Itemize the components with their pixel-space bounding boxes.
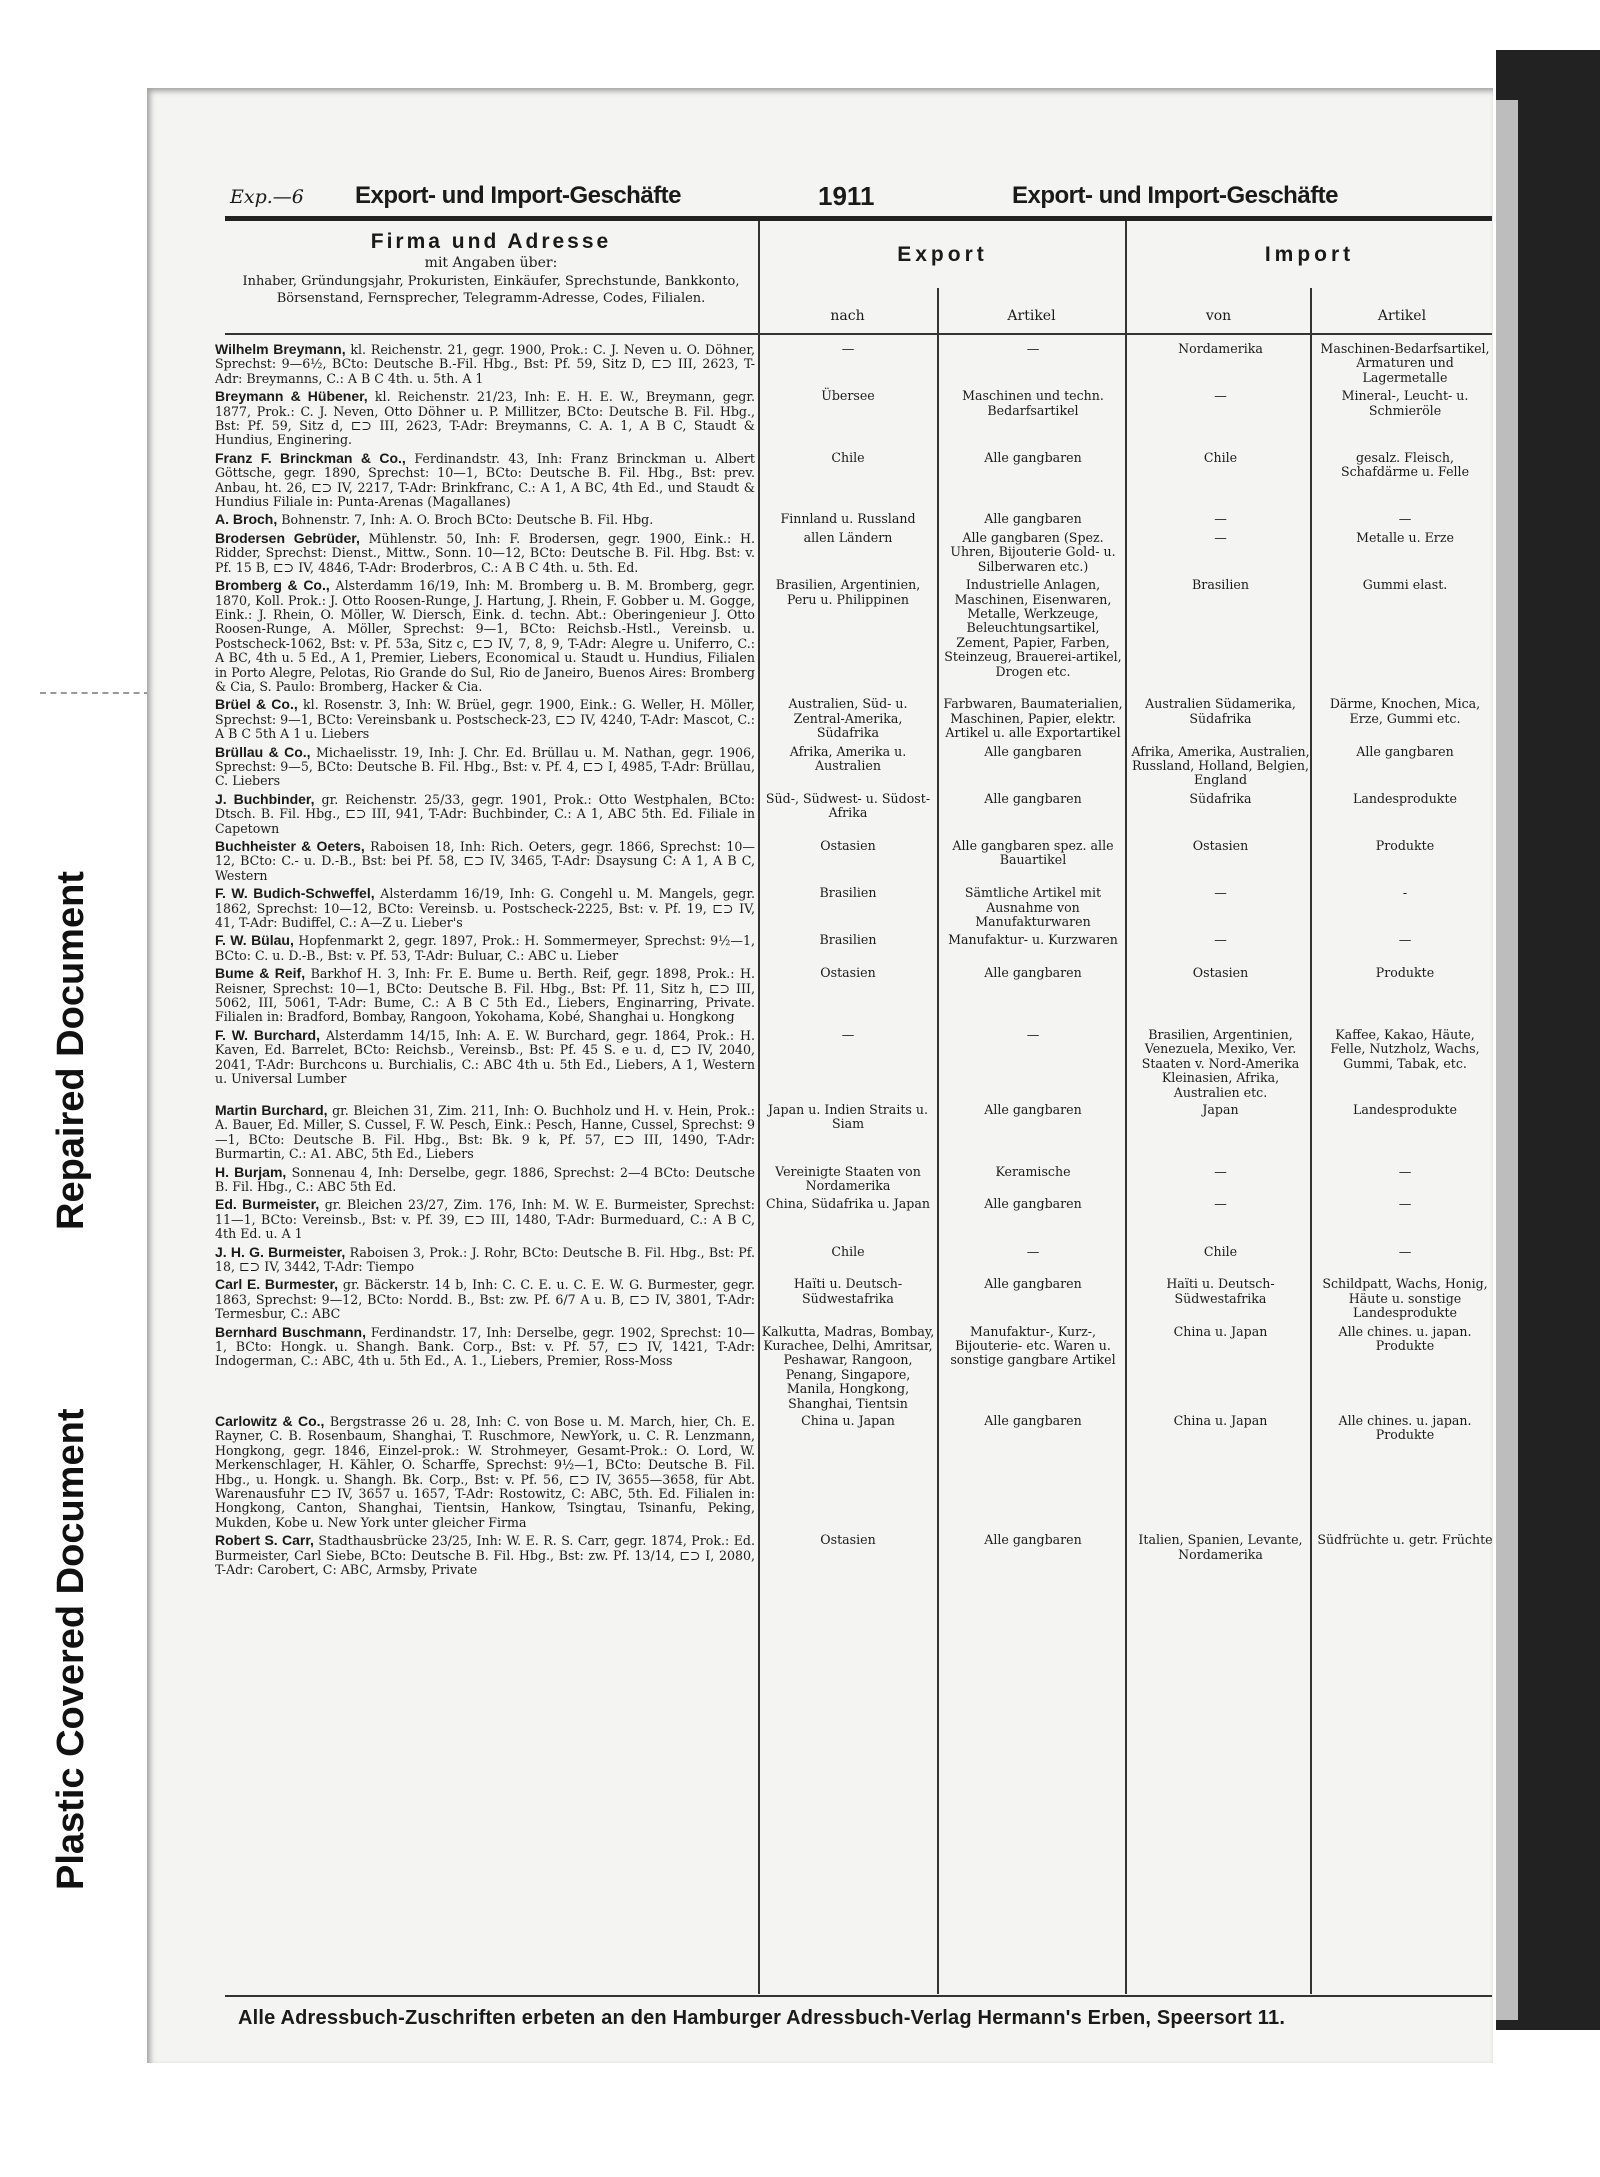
export-artikel-cell: Manufaktur-, Kurz-, Bijouterie- etc. Waren u. sonstige gangbare Artikel <box>950 1323 1116 1368</box>
import-artikel-cell: Metalle u. Erze <box>1356 529 1454 545</box>
firm-address-cell <box>212 697 758 741</box>
firm-details: Stadthausbrücke 23/25, Inh: W. E. R. S. Carr, gegr. 1874, Prok.: Ed. Burmeister, Carl Siebe, BCto: Deutsche B. Fil. Hbg., Bst: zw. Pf. 13/14, ⊏⊃ I, 2080, T-Adr: Carobert, C: ABC, Armsby, Private <box>215 1533 755 1578</box>
import-von-cell: — <box>1214 932 1227 948</box>
header-year: 1911 <box>818 181 875 211</box>
export-artikel-cell: Alle gangbaren <box>984 965 1082 981</box>
import-von-cell: Australien Südamerika, Südafrika <box>1145 696 1296 726</box>
import-von-cell: — <box>1214 1196 1227 1212</box>
export-artikel-cell: Keramische <box>995 1163 1071 1179</box>
firma-subtitle: mit Angaben über: <box>424 255 558 271</box>
entries-table <box>212 342 1497 1578</box>
export-nach-cell: Brasilien, Argentinien, Peru u. Philippinen <box>775 577 921 607</box>
import-artikel-cell: Mineral-, Leucht- u. Schmieröle <box>1341 388 1469 418</box>
import-artikel-cell: Gummi elast. <box>1362 577 1448 593</box>
import-artikel-cell: Alle chines. u. japan. Produkte <box>1338 1323 1472 1353</box>
firm-details: Mühlenstr. 50, Inh: F. Brodersen, gegr. 1900, Eink.: H. Ridder, Sprechst: Dienst., Mittw., Sonn. 10—12, BCto: Deutsche B. Fil. Hbg. Bst: v. Pf. 15 B, ⊏⊃ IV, 4846, T-Adr: Broderbros, C.: A B C 4th. u. 5th. Ed. <box>215 530 755 575</box>
export-artikel-cell: Industrielle Anlagen, Maschinen, Eisenwaren, Metalle, Werkzeuge, Beleuchtungsartikel, Zement, Papier, Farben, Steinzeug, Brauerei-artikel, Drogen etc. <box>944 577 1122 679</box>
firm-details: kl. Reichenstr. 21/23, Inh: E. H. E. W., Breymann, gegr. 1877, Prok.: C. J. Neven, Otto Döhner u. P. Millitzer, BCto: Deutsche B. Fil. Hbg., Bst: Pf. 59, Sitz d, ⊏⊃ III, 2623, T-Adr: Breymanns, C. A. 1, A B C, Staudt & Hundius, Enginering. <box>215 389 755 448</box>
firma-column-header <box>225 230 757 307</box>
export-artikel-cell: Alle gangbaren <box>984 1101 1082 1117</box>
export-nach-cell: Chile <box>831 1243 865 1259</box>
firm-name: Breymann & Hübener, <box>215 388 368 405</box>
import-header: Import <box>1264 243 1355 266</box>
scan-background <box>0 0 1600 55</box>
import-artikel-cell: Maschinen-Bedarfsartikel, Armaturen und Lagermetalle <box>1320 341 1490 385</box>
footer-note: Alle Adressbuch-Zuschriften erbeten an den Hamburger Adressbuch-Verlag Hermann's Erben, Speersort 11. <box>238 2007 1286 2029</box>
table-row <box>212 792 1497 836</box>
export-nach-cell: Haïti u. Deutsch-Südwestafrika <box>793 1276 903 1306</box>
export-nach-cell: Chile <box>831 449 865 465</box>
firm-details: Alsterdamm 16/19, Inh: G. Congehl u. M. Mangels, gegr. 1862, Sprechst: 10—12, BCto: Vereinsb. u. Postscheck-2225, Bst: v. Pf. 19, ⊏⊃ IV, 41, T-Adr: Budiffel, C.: A—Z u. Lieber's <box>215 886 755 931</box>
firm-address-cell <box>212 933 758 963</box>
table-row <box>212 697 1497 741</box>
import-artikel-cell: — <box>1398 932 1412 948</box>
import-von-cell: Ostasien <box>1192 965 1249 981</box>
export-nach-cell: allen Ländern <box>803 529 893 545</box>
import-artikel-cell: Produkte <box>1375 965 1435 981</box>
export-artikel-cell: Alle gangbaren <box>984 449 1082 465</box>
firm-details: kl. Reichenstr. 21, gegr. 1900, Prok.: C. J. Neven u. O. Döhner, Sprechst: 9—6½, BCto: Deutsche B.-Fil. Hbg., Bst: Pf. 59, Sitz D, ⊏⊃ III, 2623, T-Adr: Breymanns, C.: A B C 4th. u. 5th. A 1 <box>215 342 755 386</box>
import-artikel-cell: — <box>1398 1163 1412 1179</box>
firm-details: Alsterdamm 16/19, Inh: M. Bromberg u. B. M. Bromberg, gegr. 1870, Koll. Prok.: J. Otto Roosen-Runge, J. Hartung, J. Rhein, F. Gobber u. M. Gogge, Eink.: J. Rhein, O. Möller, W. Diersch, Eink. d. techn. Abt.: Oberingenieur J. Otto Roosen-Runge, A. Möller, Sprechst: 9—1, BCto: Reichsb.-Hstl., Vereinsb. u. Postscheck-1062, Bst: v. Pf. 53a, Sitz c, ⊏⊃ IV, 7, 8, 9, T-Adr: Alegre u. Uniferro, C.: A BC, 4th u. 5 Ed., A 1, Premier, Liebers, Economical u. Staudt u. Hundius, Filialen in Porto Alegre, Pelotas, Rio Grande do Sul, Rio de Janeiro, Buenos Aires: Bromberg & Cia, S. Paulo: Bromberg, Hacker & Cia. <box>215 578 755 694</box>
firm-address-cell <box>212 389 758 448</box>
export-nach-cell: Afrika, Amerika u. Australien <box>789 743 907 773</box>
firm-name: Bromberg & Co., <box>215 577 330 594</box>
import-von-cell: Nordamerika <box>1178 341 1263 356</box>
import-von-cell: — <box>1214 511 1227 527</box>
import-von-cell: Japan <box>1202 1101 1239 1117</box>
import-artikel-cell: Landesprodukte <box>1353 1101 1457 1117</box>
import-artikel-cell: Kaffee, Kakao, Häute, Felle, Nutzholz, Wachs, Gummi, Tabak, etc. <box>1330 1026 1480 1071</box>
table-row <box>212 531 1497 575</box>
table-row <box>212 389 1497 448</box>
export-artikel-header: Artikel <box>1007 308 1056 324</box>
import-artikel-cell: Alle chines. u. japan. Produkte <box>1338 1413 1472 1443</box>
firm-name: F. W. Burchard, <box>215 1026 320 1043</box>
export-artikel-cell: Alle gangbaren <box>984 1413 1082 1429</box>
firm-address-cell <box>212 745 758 789</box>
table-row <box>212 1414 1497 1530</box>
export-nach-cell: — <box>841 341 855 356</box>
firma-title: Firma und Adresse <box>370 230 612 253</box>
import-von-cell: Südafrika <box>1189 790 1252 806</box>
firm-details: gr. Reichenstr. 25/33, gegr. 1901, Prok.: Otto Westphalen, BCto: Dtsch. B. Fil. Hbg., ⊏⊃ III, 941, T-Adr: Buchbinder, C.: A 1, ABC 5th. Ed. Filiale in Capetown <box>215 791 755 836</box>
firm-name: Wilhelm Breymann, <box>215 341 346 357</box>
import-artikel-cell: Därme, Knochen, Mica, Erze, Gummi etc. <box>1329 696 1481 726</box>
firm-details: Bohnenstr. 7, Inh: A. O. Broch BCto: Deutsche B. Fil. Hbg. <box>281 512 654 528</box>
firm-name: Carl E. Burmester, <box>215 1276 339 1293</box>
firm-details: gr. Bleichen 31, Zim. 211, Inh: O. Buchholz und H. v. Hein, Prok.: A. Bauer, Ed. Miller, S. Cussel, F. W. Pesch, Eink.: Pesch, Hanne, Cussel, Sprechst: 9—1, BCto: Deutsche B. Fil. Hbg., Bst: Bk. 9 k, Pf. 57, ⊏⊃ III, 1490, T-Adr: Burmartin, C.: A1. ABC, 5th Ed., Liebers <box>215 1102 755 1162</box>
firma-description: Inhaber, Gründungsjahr, Prokuristen, Einkäufer, Sprechstunde, Bankkonto, Börsenstand, Fernsprecher, Telegramm-Adresse, Codes, Filialen. <box>242 274 740 306</box>
firm-name: J. H. G. Burmeister, <box>215 1243 346 1260</box>
import-artikel-cell: — <box>1398 511 1412 527</box>
firm-address-cell <box>212 451 758 510</box>
header-right-title: Export- und Import-Geschäfte <box>1012 182 1339 209</box>
firm-details: Hopfenmarkt 2, gegr. 1897, Prok.: H. Sommermeyer, Sprechst: 9½—1, BCto: C. u. D.-B., Bst: v. Pf. 53, T-Adr: Buluar, C.: ABC u. Lieber <box>215 933 755 963</box>
table-row <box>212 1165 1497 1195</box>
page-number: Exp.—6 <box>230 186 304 208</box>
import-von-cell: Haïti u. Deutsch-Südwestafrika <box>1166 1276 1275 1306</box>
table-row <box>212 1197 1497 1241</box>
firm-name: Carlowitz & Co., <box>215 1413 325 1430</box>
export-nach-cell: Australien, Süd- u. Zentral-Amerika, Südafrika <box>788 696 908 741</box>
firm-details: gr. Bleichen 23/27, Zim. 176, Inh: M. W. E. Burmeister, Sprechst: 11—1, BCto: Vereinsb., Bst: v. Pf. 39, ⊏⊃ III, 1480, T-Adr: Burmeduard, C.: A B C, 4th Ed. u. A 1 <box>215 1197 755 1242</box>
import-artikel-cell: Schildpatt, Wachs, Honig, Häute u. sonstige Landesprodukte <box>1322 1276 1488 1321</box>
import-von-cell: — <box>1214 388 1227 404</box>
firm-details: Ferdinandstr. 17, Inh: Derselbe, gegr. 1902, Sprechst: 10—1, BCto: Hongk. u. Shangh. Bank. Corp., Bst: v. Pf. 57, ⊏⊃ IV, 1421, T-Adr: Indogerman, C.: ABC, 4th u. 5th Ed., A. 1., Liebers, Premier, Ross-Moss <box>215 1324 755 1369</box>
export-nach-cell: China, Südafrika u. Japan <box>766 1196 930 1212</box>
export-artikel-cell: Farbwaren, Baumaterialien, Maschinen, Papier, elektr. Artikel u. alle Exportartikel <box>943 696 1123 741</box>
export-artikel-cell: Alle gangbaren <box>984 743 1082 759</box>
export-nach-cell: Finnland u. Russland <box>780 511 916 527</box>
firm-address-cell <box>212 531 758 575</box>
export-artikel-cell: Sämtliche Artikel mit Ausnahme von Manufakturwaren <box>964 885 1102 930</box>
export-artikel-cell: — <box>1026 1026 1040 1042</box>
import-von-cell: Chile <box>1203 1243 1238 1259</box>
export-artikel-cell: Maschinen und techn. Bedarfsartikel <box>962 388 1104 418</box>
table-row <box>212 1277 1497 1321</box>
import-von-header: von <box>1205 308 1232 324</box>
export-nach-cell: Kalkutta, Madras, Bombay, Kurachee, Delhi, Amritsar, Peshawar, Rangoon, Penang, Singapore, Manila, Hongkong, Shanghai, Tientsin <box>761 1323 935 1411</box>
import-von-cell: Brasilien <box>1192 577 1249 593</box>
import-artikel-cell: Produkte <box>1375 838 1435 853</box>
firm-address-cell <box>212 792 758 836</box>
table-row <box>212 451 1497 510</box>
firm-name: Brodersen Gebrüder, <box>215 529 360 546</box>
import-artikel-cell: Südfrüchte u. getr. Früchte <box>1317 1532 1493 1548</box>
footer-rule <box>225 1995 1492 1997</box>
firm-name: H. Burjam, <box>215 1163 287 1180</box>
import-von-cell: — <box>1214 1163 1227 1179</box>
firm-name: Brüel & Co., <box>215 696 298 713</box>
export-header: Export <box>897 243 988 266</box>
firm-address-cell <box>212 1245 758 1275</box>
export-artikel-cell: Alle gangbaren spez. alle Bauartikel <box>952 838 1114 868</box>
export-artikel-cell: — <box>1026 341 1040 356</box>
import-von-cell: Afrika, Amerika, Australien, Russland, Holland, Belgien, England <box>1131 743 1310 788</box>
import-von-cell: — <box>1214 885 1227 901</box>
table-row <box>212 1245 1497 1275</box>
export-artikel-cell: Alle gangbaren <box>984 1532 1082 1548</box>
import-von-cell: Chile <box>1203 449 1238 465</box>
export-nach-cell: Japan u. Indien Straits u. Siam <box>768 1101 928 1132</box>
export-artikel-cell: Alle gangbaren <box>984 1276 1082 1292</box>
firm-name: A. Broch, <box>215 511 278 528</box>
table-row <box>212 342 1497 386</box>
export-artikel-cell: Alle gangbaren <box>984 511 1082 527</box>
export-artikel-cell: Alle gangbaren (Spez. Uhren, Bijouterie Gold- u. Silberwaren etc.) <box>950 529 1116 574</box>
table-row <box>212 1325 1497 1411</box>
firm-address-cell <box>212 1277 758 1321</box>
firm-address-cell <box>212 1325 758 1411</box>
export-nach-cell: Ostasien <box>820 838 876 853</box>
firm-address-cell <box>212 886 758 930</box>
export-artikel-cell: — <box>1026 1243 1040 1259</box>
firm-details: Raboisen 18, Inh: Rich. Oeters, gegr. 1866, Sprechst: 10—12, BCto: C.- u. D.-B., Bst: bei Pf. 58, ⊏⊃ IV, 3465, T-Adr: Dsaysung C: A 1, A B C, Western <box>215 839 755 883</box>
export-nach-cell: Süd-, Südwest- u. Südost-Afrika <box>765 790 931 821</box>
export-nach-cell: — <box>841 1026 855 1042</box>
firm-name: Buchheister & Oeters, <box>215 838 365 854</box>
firm-details: Michaelisstr. 19, Inh: J. Chr. Ed. Brüllau u. M. Nathan, gegr. 1906, Sprechst: 9—5, BCto: Deutsche B. Fil. Hbg., Bst: v. Pf. 4, ⊏⊃ I, 4985, T-Adr: Brüllau, C. Liebers <box>215 744 755 789</box>
side-dashed-divider <box>40 692 150 694</box>
firm-address-cell <box>212 512 758 527</box>
export-artikel-cell: Alle gangbaren <box>984 1196 1082 1212</box>
import-artikel-header: Artikel <box>1377 308 1427 324</box>
firm-name: Martin Burchard, <box>215 1101 328 1118</box>
firm-name: Bume & Reif, <box>215 965 306 982</box>
table-row <box>212 933 1497 963</box>
firm-address-cell <box>212 1028 758 1100</box>
column-header-rule <box>225 333 1492 335</box>
firm-address-cell <box>212 1165 758 1195</box>
firm-details: Barkhof H. 3, Inh: Fr. E. Bume u. Berth. Reif, gegr. 1898, Prok.: H. Reisner, Sprechst: 10—1, BCto: Deutsche B. Fil. Hbg., Bst: Pf. 11, Sitz h, ⊏⊃ III, 5062, III, 5061, T-Adr: Bume, C.: A B C 5th Ed., Liebers, Enginarring, Private. Filialen in: Bradford, Bombay, Rangoon, Yokohama, Kobé, Shanghai u. Hongkong <box>215 966 755 1025</box>
export-nach-header: nach <box>830 308 865 324</box>
firm-details: Alsterdamm 14/15, Inh: A. E. W. Burchard, gegr. 1864, Prok.: H. Kaven, Ed. Barrelet, BCto: Reichsb., Vereinsb., Bst: Pf. 45 S. e u. d, ⊏⊃ IV, 2040, 2041, T-Adr: Burchcons u. Burchialis, C.: ABC 4th u. 5th Ed., Liebers, A 1, Western u. Universal Lumber <box>215 1027 755 1087</box>
firm-address-cell <box>212 578 758 694</box>
export-nach-cell: Brasilien <box>819 885 877 901</box>
firm-name: F. W. Budich-Schweffel, <box>215 885 375 902</box>
firm-details: Bergstrasse 26 u. 28, Inh: C. von Bose u. M. March, hier, Ch. E. Rayner, C. B. Rosenbaum, Shanghai, T. Ruschmore, NewYork, u. C. R. Lenzmann, Hongkong, gegr. 1846, Einzel-prok.: W. Strohmeyer, Gesamt-Prok.: O. Lord, W. Merkenschlager, H. Kähler, O. Scharffe, Sprechst: 9½—1, BCto: Deutsche B. Fil. Hbg., u. Hongk. u. Shangh. Bk. Corp., Bst: v. Pf. 56, ⊏⊃ IV, 3655—3658, für Abt. Warenausfuhr ⊏⊃ IV, 3657 u. 1657, T-Adr: Rostowitz, C: ABC, 5th. Ed. Filialen in: Hongkong, Canton, Shanghai, Tientsin, Hankow, Tsingtau, Tsinanfu, Peking, Mukden, Kobe u. New York unter gleicher Firma <box>215 1414 755 1530</box>
firm-address-cell <box>212 1103 758 1162</box>
import-von-cell: Ostasien <box>1192 838 1249 853</box>
export-artikel-cell: Manufaktur- u. Kurzwaren <box>948 932 1118 948</box>
table-row <box>212 578 1497 694</box>
firm-address-cell <box>212 839 758 883</box>
export-nach-cell: Ostasien <box>820 965 876 981</box>
firm-address-cell <box>212 1533 758 1577</box>
import-artikel-cell: Landesprodukte <box>1353 790 1457 806</box>
table-row <box>212 966 1497 1025</box>
firm-address-cell <box>212 342 758 386</box>
firm-name: Robert S. Carr, <box>215 1532 314 1549</box>
table-row <box>212 886 1497 930</box>
firm-name: F. W. Bülau, <box>215 932 294 949</box>
firm-address-cell <box>212 1197 758 1241</box>
import-von-cell: Brasilien, Argentinien, Venezuela, Mexiko, Ver. Staaten v. Nord-Amerika Kleinasien, Afrika, Australien etc. <box>1141 1026 1300 1100</box>
side-label-plastic-covered: Plastic Covered Document <box>50 1408 92 1890</box>
import-artikel-cell: — <box>1398 1243 1412 1259</box>
firm-name: Brüllau & Co., <box>215 743 311 760</box>
table-row <box>212 839 1497 883</box>
import-artikel-cell: Alle gangbaren <box>1356 743 1454 759</box>
table-row <box>212 1028 1497 1100</box>
table-row <box>212 512 1497 527</box>
table-row <box>212 1103 1497 1162</box>
export-nach-cell: Brasilien <box>819 932 877 948</box>
import-von-cell: China u. Japan <box>1173 1413 1268 1429</box>
firm-details: Ferdinandstr. 43, Inh: Franz Brinckman u. Albert Göttsche, gegr. 1890, Sprechst: 10—1, BCto: Deutsche B. Fil. Hbg., Bst: prev. Anbau, ht. 26, ⊏⊃ IV, 2217, T-Adr: Brinkfranc, C.: A 1, A BC, 4th Ed., und Staudt & Hundius Filiale in: Punta-Arenas (Magallanes) <box>215 450 755 510</box>
header-rule <box>225 216 1492 221</box>
import-artikel-cell: — <box>1398 1196 1412 1212</box>
firm-name: Franz F. Brinckman & Co., <box>215 449 406 466</box>
firm-address-cell <box>212 966 758 1025</box>
export-artikel-cell: Alle gangbaren <box>984 790 1082 806</box>
firm-name: Bernhard Buschmann, <box>215 1323 367 1340</box>
firm-details: Raboisen 3, Prok.: J. Rohr, BCto: Deutsche B. Fil. Hbg., Bst: Pf. 18, ⊏⊃ IV, 3442, T-Adr: Tiempo <box>215 1244 755 1274</box>
firm-name: J. Buchbinder, <box>215 790 315 807</box>
scan-edge-light <box>1496 100 1518 2020</box>
export-nach-cell: Vereinigte Staaten von Nordamerika <box>775 1163 921 1193</box>
firm-details: gr. Bäckerstr. 14 b, Inh: C. C. E. u. C. E. W. G. Burmester, gegr. 1863, Sprechst: 9—12, BCto: Nordd. B., Bst: zw. Pf. 6/7 A u. B, ⊏⊃ IV, 3801, T-Adr: Termesbur, C.: ABC <box>215 1277 755 1322</box>
header-left-title: Export- und Import-Geschäfte <box>355 182 682 209</box>
page-header <box>230 180 1340 216</box>
table-row <box>212 1533 1497 1577</box>
export-nach-cell: China u. Japan <box>801 1413 895 1429</box>
table-row <box>212 745 1497 789</box>
side-label-repaired: Repaired Document <box>50 871 92 1230</box>
firm-address-cell <box>212 1414 758 1530</box>
export-nach-cell: Ostasien <box>820 1532 876 1548</box>
import-artikel-cell: gesalz. Fleisch, Schafdärme u. Felle <box>1340 449 1470 480</box>
firm-details: kl. Rosenstr. 3, Inh: W. Brüel, gegr. 1900, Eink.: G. Weller, H. Möller, Sprechst: 9—1, BCto: Vereinsbank u. Postscheck-23, ⊏⊃ IV, 4240, T-Adr: Mascot, C.: A B C 5th A 1 u. Liebers <box>215 697 755 742</box>
import-von-cell: China u. Japan <box>1173 1323 1268 1339</box>
import-artikel-cell: - <box>1402 885 1408 901</box>
firm-name: Ed. Burmeister, <box>215 1196 320 1213</box>
import-von-cell: Italien, Spanien, Levante, Nordamerika <box>1138 1532 1303 1562</box>
import-von-cell: — <box>1214 529 1227 545</box>
firm-details: Sonnenau 4, Inh: Derselbe, gegr. 1886, Sprechst: 2—4 BCto: Deutsche B. Fil. Hbg., C.: ABC 5th Ed. <box>215 1164 755 1194</box>
export-nach-cell: Übersee <box>821 388 875 404</box>
